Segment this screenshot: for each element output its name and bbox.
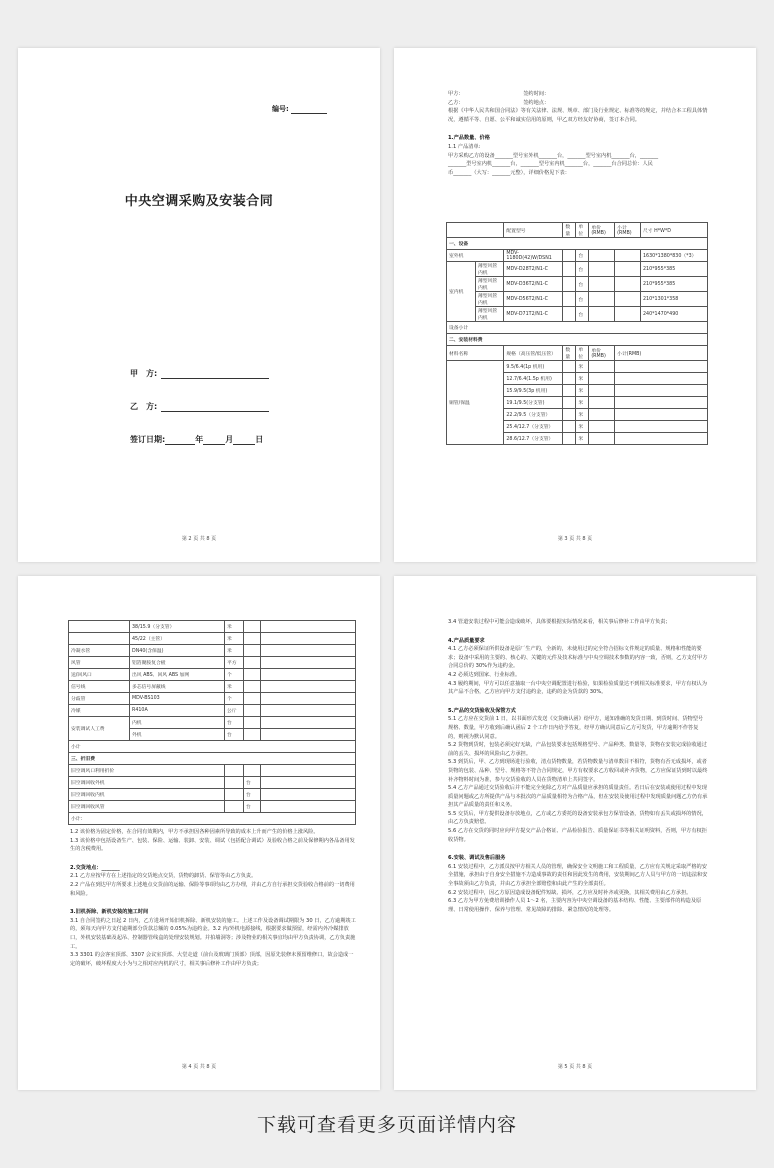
table-cell: 薄型风管内机 <box>476 292 504 307</box>
day-label: 日 <box>255 435 264 444</box>
table-cell: 台 <box>244 777 261 789</box>
table-cell: 单位 <box>576 223 589 238</box>
table-cell: 米 <box>576 433 589 445</box>
table-cell: 台 <box>576 262 589 277</box>
table-cell <box>615 361 708 373</box>
table-cell: 规格（高压管/低压管） <box>504 346 563 361</box>
table-cell: 19.1/9.5(分支管) <box>504 397 563 409</box>
table-cell: 单位 <box>576 346 589 361</box>
table-cell <box>261 729 356 741</box>
table-cell <box>615 307 641 322</box>
table-cell <box>225 789 244 801</box>
table-cell <box>615 409 708 421</box>
table-cell: 9.5/6.4(1p 机用) <box>504 361 563 373</box>
table-cell: 安装调试人工费 <box>69 717 130 741</box>
table-cell <box>589 250 615 262</box>
table-cell <box>589 421 615 433</box>
page3-text <box>448 90 708 177</box>
table-cell: 米 <box>576 385 589 397</box>
paragraph: 4.1 乙方必须保证所供设备是原厂生产的，全新的，未使用过的完全符合招标文件规定的质量、规格和性能的要求；设备中采用的主要的、核心的、关键的元件及技术标准与中央空调技术参数的内容一致，否则，乙方支付甲方合同总价的 30%作为违约金。 <box>448 646 708 670</box>
table-cell <box>244 705 261 717</box>
table-row <box>69 705 356 717</box>
table-row <box>69 717 356 729</box>
table-cell: 小计(RMB) <box>615 346 708 361</box>
table-cell: MDV-D56T2/N1-C <box>504 292 563 307</box>
table-row <box>69 657 356 669</box>
paragraph: 6.3 乙方为甲方免费培训操作人员 1～2 名，主要内容为中央空调设备的基本结构、性能、主要部件的构造及原理、日常使用操作、保养与管理、常见故障的排除、紧急情况的处理等。 <box>448 898 702 913</box>
table-cell <box>589 292 615 307</box>
table-cell <box>563 292 576 307</box>
table-row <box>447 322 708 334</box>
table-cell: 台 <box>576 307 589 322</box>
table-cell: 米 <box>576 361 589 373</box>
table-cell: R410A <box>130 705 225 717</box>
paragraph: 5.1 乙方应在交货前 1 日，以书面形式发送《交货确认函》给甲方，通知准确的发货日期、到货时间、货物型号规格、数量，甲方收到后确认函后 2 个工作日内给予答复，经甲方确认同意后乙方可发货，甲方逾期不作答复的，则视为默认同意。 <box>448 716 704 740</box>
page-number: 第 3 页 共 8 页 <box>557 536 593 542</box>
day-blank <box>233 436 255 445</box>
table-header-row <box>447 346 708 361</box>
section-heading: 5.产品的交货验收及保管方式 <box>448 707 516 714</box>
table-cell <box>563 409 576 421</box>
table-cell <box>589 433 615 445</box>
table-row <box>447 334 708 346</box>
table-cell <box>261 777 356 789</box>
table-cell: 小计(RMB) <box>615 223 641 238</box>
table-cell: 多芯信号屏蔽线 <box>130 681 225 693</box>
table-cell <box>261 645 356 657</box>
table-cell: 配置型号 <box>504 223 563 238</box>
table-cell: 铝箔聚胺复合板 <box>130 657 225 669</box>
paragraph: 3.1 自合同签约之日起 2 日内，乙方进场开始旧机拆除、新机安装的施工。上述工作及设备调试期限为 30 日，乙方逾期竣工的，须每天向甲方支付逾期部分货款总额的 0.05%为违约金。3.2 内/外机电源接线，根据要求做预留，经需内外冷媒排放口，外机安装基础及起吊、控制器管线盒的处理安装规划。并拍墙洞等；涉及物业的相关事宜均由甲方负责协调，乙方负责施工。 <box>70 917 356 950</box>
paragraph: 1.3 该价格中包括设备生产、包装、保险、运输、装卸、安装、调试（包括配合调试）及验收合格之前及保修期内各品备用发生的含税费用。 <box>70 837 355 853</box>
table-cell <box>563 250 576 262</box>
table-cell <box>244 657 261 669</box>
table-row <box>69 693 356 705</box>
table-cell <box>244 693 261 705</box>
table-cell: 出风 ABS、回风 ABS 加网 <box>130 669 225 681</box>
table-cell <box>261 717 356 729</box>
party-b-line <box>130 401 269 412</box>
paragraph: 1.2 该价格为固定价格，在合同有效期内，甲方不承担因各种因素所导致的成本上升而产生的价格上涨风险。 <box>70 829 319 835</box>
year-label: 年 <box>195 435 204 444</box>
table-cell: 冷凝水管 <box>69 645 130 657</box>
table-cell: 小计： <box>69 813 356 825</box>
table-cell: 内机 <box>130 717 225 729</box>
table-cell: MDV-D71T2/N1-C <box>504 307 563 322</box>
month-label: 月 <box>225 435 234 444</box>
table-cell: 薄型风管内机 <box>476 262 504 277</box>
contract-title: 中央空调采购及安装合同 <box>124 194 274 209</box>
table-cell <box>225 777 244 789</box>
table-cell <box>615 292 641 307</box>
paragraph-line: 甲方采购乙方的设备_______型号室外机_______台，_______型号室内机_______台，_______ <box>448 152 659 159</box>
table-row <box>447 307 708 322</box>
table-cell: 210*1301*358 <box>641 292 708 307</box>
table-row <box>69 789 356 801</box>
table-cell <box>563 385 576 397</box>
table-cell: 单价(RMB) <box>589 223 615 238</box>
table-cell <box>244 717 261 729</box>
page-cover <box>18 48 380 562</box>
table-cell: MDV-D28T2/N1-C <box>504 262 563 277</box>
table-cell <box>589 262 615 277</box>
table-cell: MDV-BS103 <box>130 693 225 705</box>
party-b-label: 乙 方: <box>130 402 158 411</box>
table-row <box>69 765 356 777</box>
table-cell <box>563 361 576 373</box>
paragraph: 3.4 管道安装过程中可能会造成破坏，具体要根据实际情况来看，相关事后修补工作由甲方负责； <box>448 619 671 625</box>
table-cell <box>244 669 261 681</box>
table-cell: 设备小计 <box>447 322 708 334</box>
table-cell: 三、折旧费 <box>69 753 356 765</box>
table-cell: 240*1470*490 <box>641 307 708 322</box>
table-row <box>447 238 708 250</box>
table-cell <box>615 262 641 277</box>
page-4 <box>18 576 380 1090</box>
table-cell <box>563 373 576 385</box>
table-cell: 信号线 <box>69 681 130 693</box>
table-cell <box>615 421 708 433</box>
table-cell <box>589 307 615 322</box>
table-row <box>447 277 708 292</box>
table-cell: 12.7/6.4(1.5p 机用) <box>504 373 563 385</box>
page-3 <box>394 48 756 562</box>
table-cell: 15.9/9.5(3p 机用) <box>504 385 563 397</box>
table-cell <box>261 789 356 801</box>
table-cell <box>563 262 576 277</box>
table-cell: 平方 <box>225 657 244 669</box>
table-row <box>69 753 356 765</box>
table-cell: 台 <box>244 801 261 813</box>
table-cell <box>563 433 576 445</box>
party-a-label: 甲 方: <box>130 369 158 378</box>
table-row <box>69 801 356 813</box>
party-b-blank <box>161 403 269 412</box>
section-heading: 3.旧机拆除、新机安装的施工时间 <box>70 909 149 916</box>
page-number: 第 4 页 共 8 页 <box>181 1064 217 1070</box>
header-line: 乙方： 签约地点： <box>448 99 550 106</box>
page-number: 第 5 页 共 8 页 <box>557 1064 593 1070</box>
page-number: 第 2 页 共 8 页 <box>181 536 217 542</box>
table-cell: 米 <box>225 633 244 645</box>
price-table <box>446 222 708 445</box>
table-cell <box>615 250 641 262</box>
table-cell <box>261 681 356 693</box>
paragraph: 5.6 乙方在交货的同时应向甲方提交产品合格证、产品检验报告、质量保证书等相关证明资料，否则，甲方有权拒收货物。 <box>448 828 707 843</box>
table-cell: 旧空调回收外机 <box>69 777 225 789</box>
table-cell <box>261 705 356 717</box>
table-cell: 米 <box>576 373 589 385</box>
table-cell <box>69 633 130 645</box>
contract-number-label: 编号: <box>272 105 289 113</box>
page5-text <box>448 618 708 914</box>
paragraph-line: 币_______（大写：_______元整），详细价格见下表： <box>448 169 570 176</box>
table-cell: 台 <box>576 250 589 262</box>
table-cell <box>261 633 356 645</box>
table-cell: 旧空调回收内机 <box>69 789 225 801</box>
table-cell: MDV-D36T2/N1-C <box>504 277 563 292</box>
table-cell <box>589 397 615 409</box>
table-cell: 数量 <box>563 223 576 238</box>
download-more-link[interactable]: 下载可查看更多页面详情内容 <box>256 1114 517 1136</box>
table-row <box>69 645 356 657</box>
materials-table-continued <box>68 620 356 825</box>
paragraph: 2.1 乙方应按甲方在上述指定的交货地点交货，货物的卸货、保管等由乙方负责。 <box>70 873 257 880</box>
section-heading: 6.安装、调试及售后服务 <box>448 855 506 862</box>
table-cell: 米 <box>225 681 244 693</box>
table-row <box>447 262 708 277</box>
table-cell: 1630*1380*830（*3） <box>641 250 708 262</box>
table-row <box>69 741 356 753</box>
paragraph: 5.2 货物到货时，包装必须完好无缺，产品包装要求包括规格型号、产品种类、数量等，货物在安装完成验收通过前的丢失、损坏的风险由乙方承担。 <box>448 742 707 757</box>
table-cell: 28.6/12.7（分支管） <box>504 433 563 445</box>
table-cell <box>225 765 244 777</box>
table-cell: 个 <box>225 693 244 705</box>
table-cell: 冷媒 <box>69 705 130 717</box>
table-cell: 台 <box>225 717 244 729</box>
table-cell: 单价(RMB) <box>589 346 615 361</box>
section-heading: 2.交货地点：_______ <box>70 864 120 871</box>
paragraph: 2.2 产品在到达甲方所要求上述地点交货前的运输、保险等事项均由乙方办理，并由乙方自行承担交货验收合格前的一切费用和风险。 <box>70 881 355 897</box>
table-cell: 米 <box>576 409 589 421</box>
table-cell: 45/22（主管） <box>130 633 225 645</box>
table-cell <box>589 373 615 385</box>
table-cell <box>589 277 615 292</box>
sign-date-label: 签订日期: <box>130 435 166 444</box>
table-header-row <box>447 223 708 238</box>
table-cell <box>447 223 504 238</box>
table-cell <box>615 373 708 385</box>
table-cell: 室外机 <box>447 250 504 262</box>
table-cell: 台 <box>576 277 589 292</box>
header-line: 甲方： 签约时间： <box>448 91 550 97</box>
paragraph: 6.1 安装过程中，乙方派员按甲方相关人员的管理，确保安全文明施工和工程质量，乙方应有关规定采取严格的安全措施，承担由于自身安全措施不力造成事故的责任和因此发生的费用，安装期间乙方人员与甲方的一切违法和安全事故须由乙方负责，并由乙方承担全部赔偿和由此产生的全部责任。 <box>448 863 708 888</box>
paragraph: 5.5 交货后，甲方提供设备存放地点，乙方或乙方委托的设备安装承包方保管设备，货物如有丢失或损坏的情况，由乙方负责赔偿。 <box>448 810 707 826</box>
table-cell <box>261 621 356 633</box>
table-cell <box>261 657 356 669</box>
contract-number-blank <box>291 106 327 114</box>
table-cell: 二、安装材料费 <box>447 334 708 346</box>
contract-number <box>272 104 327 114</box>
section-heading: 1.产品数量、价格 <box>448 135 490 142</box>
table-cell <box>589 361 615 373</box>
table-cell <box>225 801 244 813</box>
table-cell: 25.4/12.7（分支管） <box>504 421 563 433</box>
table-cell <box>563 397 576 409</box>
table-row <box>69 633 356 645</box>
table-cell: 铜管/保温 <box>447 361 504 445</box>
table-cell <box>69 621 130 633</box>
table-cell <box>244 765 261 777</box>
table-cell: 尺寸 H*W*D <box>641 223 708 238</box>
party-a-blank <box>161 370 269 379</box>
table-row <box>447 250 708 262</box>
table-cell <box>261 765 356 777</box>
table-cell: 数量 <box>563 346 576 361</box>
sign-date-line <box>130 434 263 445</box>
paragraph: 4.3 履约期间，甲方可以任意抽取一台中央空调配置进行检验，如果检验质量达不到相关标准要求，甲方有权认为其产品不合格，乙方应向甲方支付违约金，违约的金为货款的 30%。 <box>448 680 707 696</box>
paragraph: 5.4 乙方产品通过交货验收后并不能完全免除乙方对产品质量应承担的质量责任。若日后在安装或使用过程中发现质量问题或乙方所提供产品与本批次的产品质量相符为合格产品，但在安装及使用过程中发现质量问题乙方仍有承担其产品质量的责任和义务。 <box>448 785 708 809</box>
paragraph: 5.3 到货后，甲、乙方到现场进行验收，清点货物数量，若货物数量与清单数目不相符，货物有否无成损坏，或者货物的包装、品种、型号、规格等不符合合同规定，甲方有权要求乙方收回或补齐货物，乙方应保证货到时以最终补齐物料时间为准，参与交货验收的人员在货物清单上共同签字。 <box>448 759 708 783</box>
table-cell: 台 <box>244 789 261 801</box>
paragraph-line: _______型号室内机_______台，_______型号室内机_______台，_______台合同总价：人民 <box>448 161 653 168</box>
paragraph: 1.1 产品清单: <box>448 143 481 150</box>
table-cell <box>589 409 615 421</box>
table-cell: 22.2/9.5（分支管） <box>504 409 563 421</box>
table-cell: 米 <box>576 421 589 433</box>
table-cell <box>244 633 261 645</box>
table-cell <box>615 277 641 292</box>
table-cell: 38/15.9（分支管） <box>130 621 225 633</box>
paragraph: 4.2 必须达到国家、行业标准。 <box>448 671 521 678</box>
table-cell <box>589 385 615 397</box>
table-cell: 小计 <box>69 741 356 753</box>
year-blank <box>165 436 195 445</box>
section-heading: 4.产品质量要求 <box>448 637 485 644</box>
table-cell: 分歧管 <box>69 693 130 705</box>
table-cell: 210*955*385 <box>641 277 708 292</box>
table-cell <box>244 621 261 633</box>
table-cell: MDV-1180D(42)W/DSN1 <box>504 250 563 262</box>
table-cell <box>615 433 708 445</box>
table-cell <box>261 693 356 705</box>
table-cell: 薄型风管内机 <box>476 307 504 322</box>
table-cell <box>615 385 708 397</box>
table-cell: 室内机 <box>447 262 476 322</box>
table-cell <box>244 681 261 693</box>
paragraph: 6.2 安装过程中，因乙方原因造成设备配件短缺、损坏，乙方应及时补齐或更换，其相关费用由乙方承担。 <box>448 889 692 896</box>
party-a-line <box>130 368 269 379</box>
table-row <box>447 361 708 373</box>
table-cell: 一、设备 <box>447 238 708 250</box>
table-cell: DN40(含保温) <box>130 645 225 657</box>
table-row <box>447 292 708 307</box>
intro-paragraph: 根据《中华人民共和国合同法》等有关法律、法规、规章、部门及行业规定、标准等的规定，并结合本工程具体情况，遵循平等、自愿、公平和诚实信用的原则，甲乙双方经友好协商，签订本合同。 <box>448 108 708 123</box>
table-cell: 210*955*385 <box>641 262 708 277</box>
table-cell: 旧空调回收风管 <box>69 801 225 813</box>
table-cell: 米 <box>225 621 244 633</box>
table-cell: 个 <box>225 669 244 681</box>
table-cell: 旧空调风口利用折价 <box>69 765 225 777</box>
table-cell: 薄型风管内机 <box>476 277 504 292</box>
table-cell: 风管 <box>69 657 130 669</box>
table-row <box>69 813 356 825</box>
table-row <box>69 681 356 693</box>
table-cell: 米 <box>576 397 589 409</box>
page-5 <box>394 576 756 1090</box>
page4-text <box>70 828 356 968</box>
month-blank <box>203 436 225 445</box>
table-row <box>69 621 356 633</box>
table-cell <box>261 801 356 813</box>
table-cell: 米 <box>225 645 244 657</box>
table-cell <box>244 729 261 741</box>
table-cell <box>261 669 356 681</box>
table-cell <box>615 397 708 409</box>
table-cell: 公斤 <box>225 705 244 717</box>
table-cell <box>244 645 261 657</box>
table-cell <box>563 307 576 322</box>
table-cell <box>563 421 576 433</box>
table-cell: 台 <box>576 292 589 307</box>
paragraph: 3.3 3301 的会客室顶部、3307 会议室顶部、大堂走道（前台及玻璃门顶部）顶部，因原先装修未预留维修口，故会造成一定的破坏，破坏程度大小为与之相对应内机的尺寸，相关事后修补工作由甲方负责； <box>70 952 354 967</box>
table-cell: 外机 <box>130 729 225 741</box>
table-cell: 台 <box>225 729 244 741</box>
table-cell: 材料名称 <box>447 346 504 361</box>
table-row <box>69 669 356 681</box>
table-row <box>69 777 356 789</box>
table-cell <box>563 277 576 292</box>
table-cell: 送/回风口 <box>69 669 130 681</box>
